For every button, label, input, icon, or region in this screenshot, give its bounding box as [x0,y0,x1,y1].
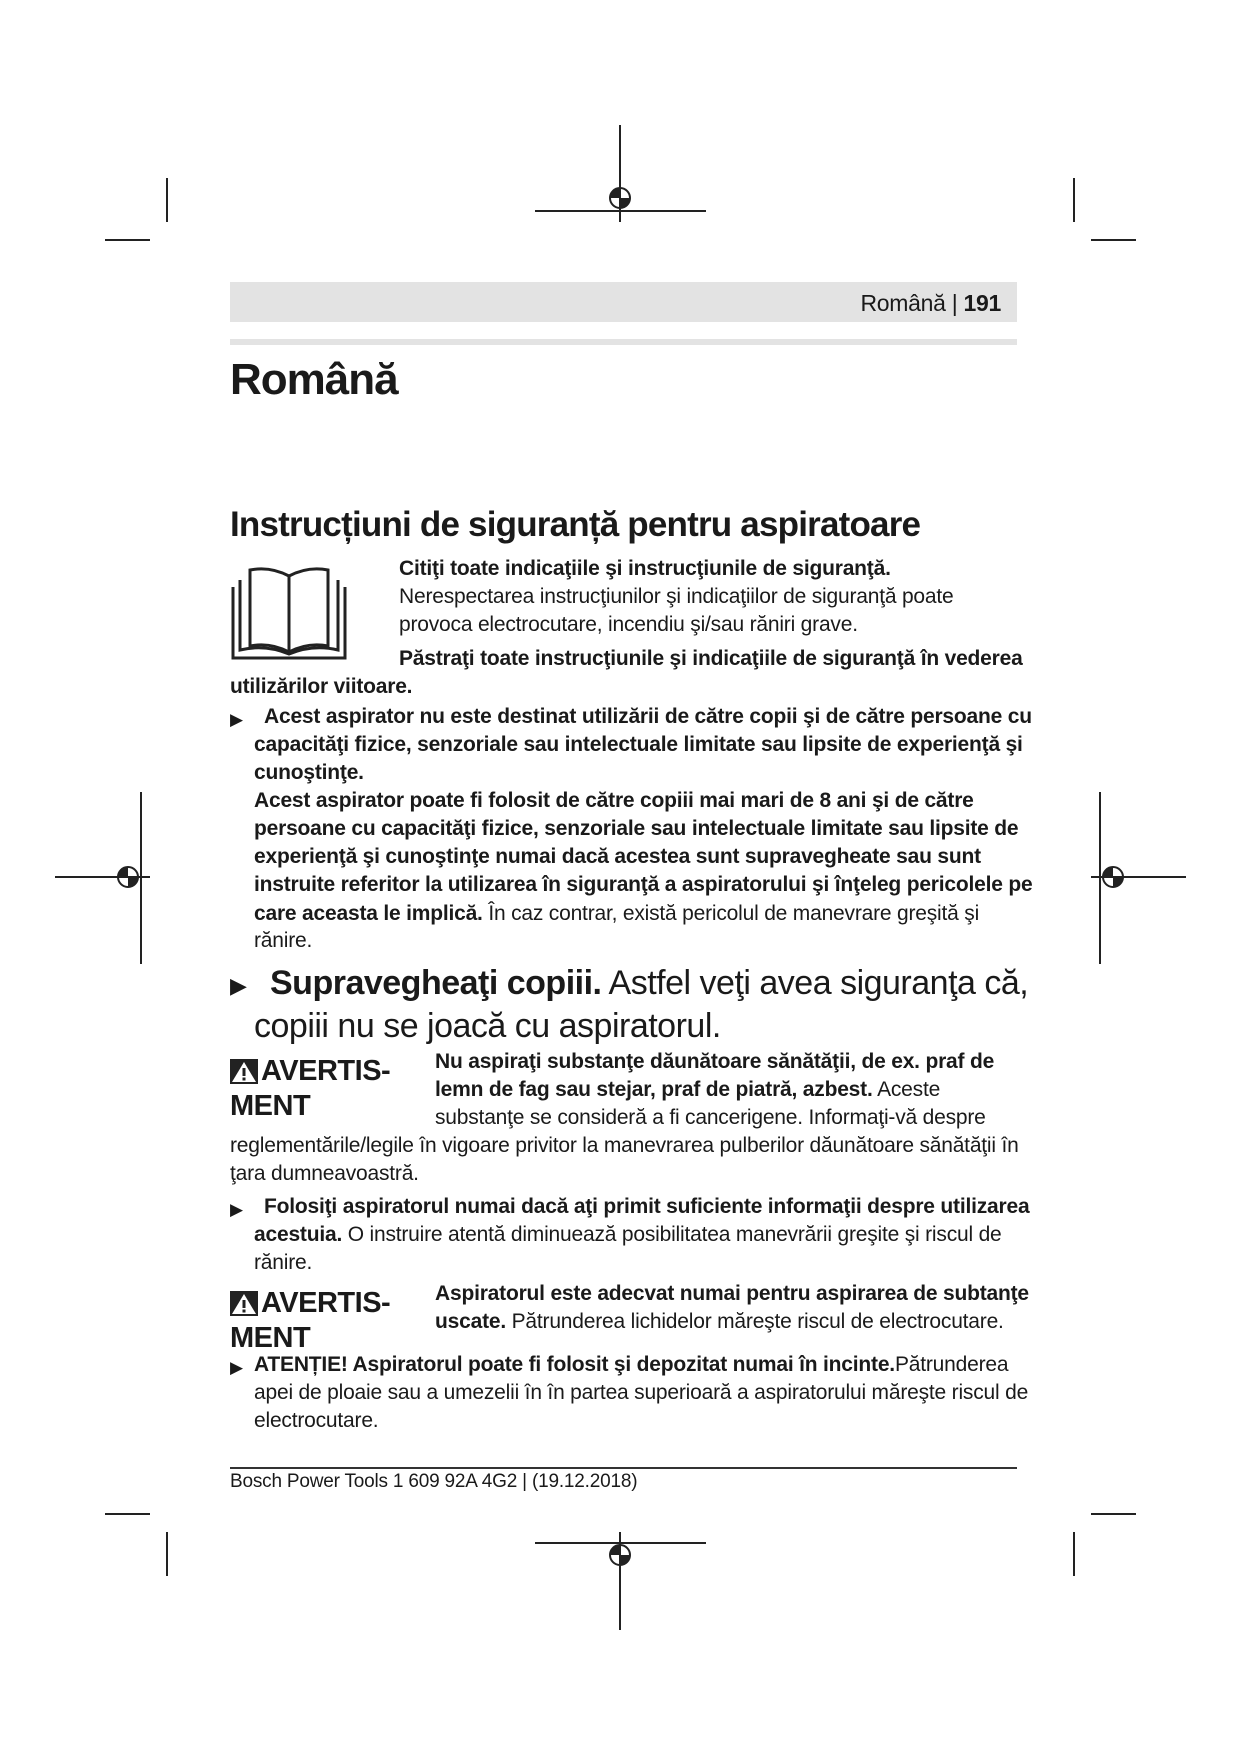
intro-text-2: provoca electrocutare, incendiu şi/sau răniri grave. [399,613,858,636]
bullet-3-line-2-bold: acestuia. [254,1223,343,1246]
bullet-3-line-1: Folosiţi aspiratorul numai dacă aţi primit suficiente informaţii despre utilizarea [264,1195,1030,1218]
warning-2-line-2-rest: Pătrunderea lichidelor măreşte riscul de electrocutare. [505,1310,1004,1333]
bullet-3-line-2 [254,1221,1002,1249]
bullet-1-line-1: Acest aspirator nu este destinat utilizării de către copii şi de către persoane cu [264,705,1032,728]
intro-bold: Citiţi toate indicaţiile şi instrucţiunile de siguranţă. [399,557,891,580]
intro-keep-2: utilizărilor viitoare. [230,675,413,698]
warning-1-line-1: Nu aspiraţi substanţe dăunătoare sănătăţii, de ex. praf de [435,1050,995,1073]
bullet-1-line-2: capacităţi fizice, senzoriale sau intelectuale limitate sau lipsite de experienţă şi [254,733,1023,756]
bullet-1-line-6: experienţă şi cunoştinţe numai dacă acestea sunt supravegheate sau sunt [254,845,981,868]
bullet-4-bold: ATENȚIE! Aspiratorul poate fi folosit şi depozitat numai în incinte. [254,1353,895,1376]
header-separator: | [951,290,958,316]
bullet-4-line-3: electrocutare. [254,1409,379,1432]
page-header [861,290,1002,317]
bullet-icon: ▶ [230,1200,244,1219]
bullet-2-rest: Astfel veţi avea siguranţa că, [601,964,1029,1002]
bullet-1-line-3: cunoştinţe. [254,761,364,784]
warning-triangle-icon [230,1291,258,1316]
bullet-4-line-2: apei de ploaie sau a umezelii în în partea superioară a aspiratorului măreşte riscul de [254,1381,1029,1404]
bullet-3-line-3: rănire. [254,1251,313,1274]
warning-2-label-2: MENT [230,1322,311,1354]
warning-1-line-5: ţara dumneavoastră. [230,1162,419,1185]
bullet-2-line-2: copiii nu se joacă cu aspiratorul. [254,1007,721,1045]
warning-1-label-2: MENT [230,1090,311,1122]
section-title: Instrucțiuni de siguranță pentru aspiratoare [230,505,921,544]
warning-label-1 [230,1054,390,1124]
intro-text-1: Nerespectarea instrucţiunilor şi indicaţiilor de siguranţă poate [399,585,954,608]
warning-2-label-1: AVERTIS- [261,1287,391,1319]
bullet-1-line-4: Acest aspirator poate fi folosit de către copiii mai mari de 8 ani şi de către [254,789,974,812]
page-number: 191 [963,290,1001,316]
bullet-1-line-8-bold: care aceasta le implică. [254,902,483,925]
warning-2-line-2 [435,1308,1004,1336]
page-footer: Bosch Power Tools 1 609 92A 4G2 | (19.12.2018) [230,1471,638,1492]
warning-2-line-2-bold: uscate. [435,1310,506,1333]
bullet-icon: ▶ [230,710,244,729]
bullet-3-line-2-rest: O instruire atentă diminuează posibilitatea manevrării greşite şi riscul de [342,1223,1002,1246]
bullet-icon: ▶ [230,1358,244,1377]
footer-rule [230,1467,1017,1469]
header-section: Română [860,290,946,316]
intro-keep-1: Păstraţi toate instrucţiunile şi indicaţiile de siguranţă în vederea [399,647,1023,670]
warning-1-line-2 [435,1076,940,1104]
read-manual-icon [230,562,348,662]
warning-1-line-2-rest: Aceste [872,1078,941,1101]
bullet-4-line-1 [254,1351,1008,1379]
warning-1-line-2-bold: lemn de fag sau stejar, praf de piatră, azbest. [435,1078,873,1101]
warning-1-line-4: reglementările/legile în vigoare privitor la manevrarea pulberilor dăunătoare sănătăţii în [230,1134,1019,1157]
bullet-1-line-5: persoane cu capacităţi fizice, senzoriale sau intelectuale limitate sau lipsite de [254,817,1019,840]
bullet-1-line-8 [254,900,979,928]
warning-label-2 [230,1286,390,1356]
warning-1-label-1: AVERTIS- [261,1055,391,1087]
header-rule [230,339,1017,345]
language-title: Română [230,355,398,404]
bullet-2-bold: Supravegheaţi copiii. [270,964,602,1002]
bullet-1-line-7: instruite referitor la utilizarea în siguranţă a aspiratorului şi înţeleg pericolele pe [254,873,1033,896]
bullet-1-line-9: rănire. [254,929,313,952]
bullet-1-line-8-rest: În caz contrar, există pericolul de manevrare greşită şi [482,902,980,925]
bullet-icon: ▶ [230,973,247,998]
warning-1-line-3: substanţe se consideră a fi cancerigene. Informaţi-vă despre [435,1106,986,1129]
warning-2-line-1: Aspiratorul este adecvat numai pentru aspirarea de subtanţe [435,1282,1029,1305]
bullet-2-line-1 [270,962,1028,1004]
bullet-4-rest: Pătrunderea [894,1353,1009,1376]
warning-triangle-icon [230,1059,258,1084]
